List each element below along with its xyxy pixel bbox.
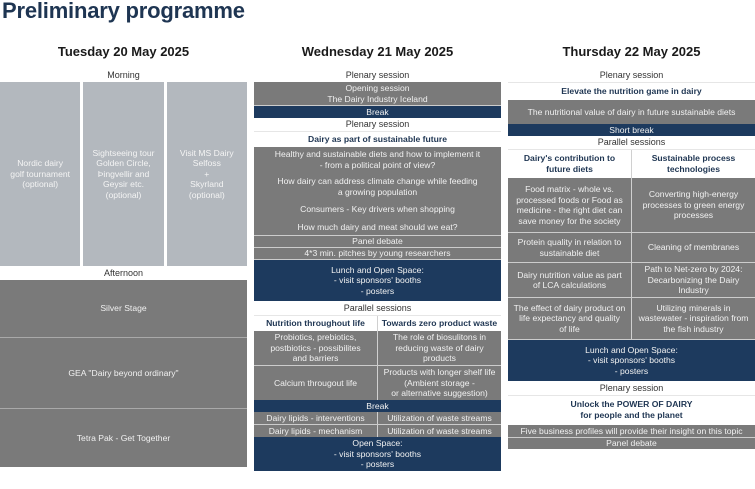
parallel-cell: Utilizing minerals in wastewater - inspiration from the fish industry [631,298,755,339]
parallel-cell: Calcium througout life [273,377,358,388]
open-space: Open Space: - visit sponsors' booths - posters [254,437,501,471]
talk: Consumers - Key drivers when shopping [300,204,455,214]
talk: The nutritional value of dairy in future sustainable diets [508,100,755,124]
parallel-cell: Dairy lipids - mechanism [268,425,363,436]
day-column-wednesday [254,42,501,471]
day-column-tuesday [0,42,247,467]
track-header: Sustainable process technologies [631,150,755,178]
opening-session: Opening session The Dairy Industry Iceland [254,82,501,106]
panel-debate: Panel debate [508,437,755,449]
morning-label: Morning [107,70,140,80]
day-title: Thursday 22 May 2025 [562,44,701,59]
pitches: 4*3 min. pitches by young researchers [254,247,501,259]
session-theme: Unlock the POWER OF DAIRY for people and the planet [570,399,693,420]
talk: Five business profiles will provide their insight on this topic [508,425,755,437]
break-bar: Break [254,106,501,118]
parallel-cell: Dairy lipids - interventions [266,412,365,423]
parallel-cell: Protein quality in relation to sustainable diet [517,237,622,258]
day-title: Wednesday 21 May 2025 [301,44,454,59]
page-title: Preliminary programme [2,0,245,23]
afternoon-item: GEA "Dairy beyond ordinary" [0,338,247,409]
lunch-open-space: Lunch and Open Space: - visit sponsors' booths - posters [254,259,501,301]
morning-item: Sightseeing tour Golden Circle, Þingvellir and Geysir etc. (optional) [83,82,163,266]
lunch-open-space: Lunch and Open Space: - visit sponsors' booths - posters [508,339,755,381]
parallel-cell: Path to Net-zero by 2024: Decarbonizing the Dairy Industry [631,263,755,297]
session-label: Plenary session [345,70,410,80]
day-title: Tuesday 20 May 2025 [57,44,190,59]
talks-block [254,147,501,235]
morning-item: Visit MS Dairy Selfoss + Skyrland (optional) [167,82,247,266]
track-header: Dairy's contribution to future diets [523,153,616,174]
panel-debate: Panel debate [254,235,501,247]
parallel-cell: The effect of dairy product on life expectancy and quality of life [513,302,626,334]
parallel-cell: Cleaning of membranes [631,233,755,262]
parallel-label: Parallel sessions [508,136,755,150]
parallel-cell: Products with longer shelf life (Ambient storage - or alternative suggestion) [377,366,501,400]
session-theme: Dairy as part of sustainable future [308,134,447,144]
session-label: Plenary session [508,381,755,396]
parallel-cell: Dairy nutrition value as part of LCA calculations [517,269,622,290]
track-header: Nutrition throughout life [266,318,365,328]
parallel-cell: Converting high-energy processes to green energy processes [631,178,755,232]
session-label: Plenary session [508,69,755,83]
morning-item: Nordic dairy golf tournament (optional) [0,82,80,266]
afternoon-label: Afternoon [103,268,144,278]
short-break-bar: Short break [508,124,755,136]
break-bar: Break [254,400,501,412]
afternoon-item: Silver Stage [0,280,247,338]
session-theme: Elevate the nutrition game in dairy [561,86,702,96]
session-label: Plenary session [254,118,501,132]
parallel-cell: Utilization of waste streams [377,412,501,424]
afternoon-item: Tetra Pak - Get Together [0,409,247,467]
talk: Healthy and sustainable diets and how to implement it - from a political point of view? [274,149,481,170]
parallel-cell: The role of biosulitons in reducing waste of dairy products [377,331,501,365]
talk: How dairy can address climate change while feeding a growing population [277,176,478,197]
parallel-cell: Utilization of waste streams [377,425,501,437]
track-header: Towards zero product waste [377,316,501,331]
parallel-label: Parallel sessions [254,301,501,316]
day-column-thursday [508,42,755,449]
parallel-cell: Food matrix - whole vs. processed foods or Food as medicine - the right diet can save money for the society [516,184,623,226]
parallel-cell: Probiotics, prebiotics, postbiotics - possibilites and barriers [270,332,361,364]
talk: How much dairy and meat should we eat? [297,221,458,232]
